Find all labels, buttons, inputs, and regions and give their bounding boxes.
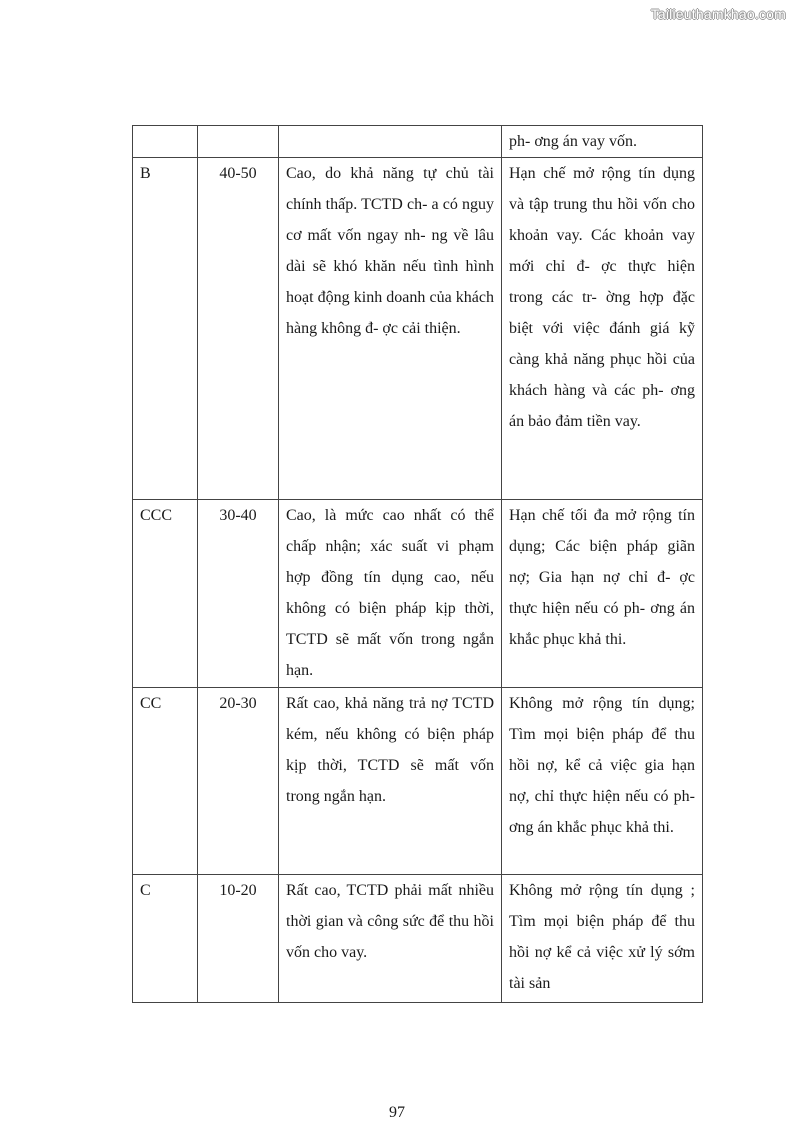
grade-cell	[133, 126, 198, 158]
policy-cell: Không mở rộng tín dụng; Tìm mọi biện pháp để thu hồi nợ, kể cả việc gia hạn nợ, chỉ thực hiện nếu có ph- ơng án khắc phục khả thi.	[502, 688, 703, 875]
risk-cell: Rất cao, TCTD phải mất nhiều thời gian và công sức để thu hồi vốn cho vay.	[279, 875, 502, 1003]
policy-cell: Hạn chế tối đa mở rộng tín dụng; Các biện pháp giãn nợ; Gia hạn nợ chỉ đ- ợc thực hiện nếu có ph- ơng án khắc phục khả thi.	[502, 500, 703, 688]
grade-cell: B	[133, 158, 198, 500]
table-row	[133, 688, 703, 875]
risk-cell: Rất cao, khả năng trả nợ TCTD kém, nếu không có biện pháp kịp thời, TCTD sẽ mất vốn trong ngắn hạn.	[279, 688, 502, 875]
table-row	[133, 875, 703, 1003]
policy-cell: ph- ơng án vay vốn.	[502, 126, 703, 158]
grade-cell: CCC	[133, 500, 198, 688]
credit-rating-table	[132, 125, 703, 1003]
grade-cell: CC	[133, 688, 198, 875]
risk-cell: Cao, do khả năng tự chủ tài chính thấp. TCTD ch- a có nguy cơ mất vốn ngay nh- ng về lâu dài sẽ khó khăn nếu tình hình hoạt động kinh doanh của khách hàng không đ- ợc cải thiện.	[279, 158, 502, 500]
policy-cell: Hạn chế mở rộng tín dụng và tập trung thu hồi vốn cho khoản vay. Các khoản vay mới chỉ đ- ợc thực hiện trong các tr- ờng hợp đặc biệt với việc đánh giá kỹ càng khả năng phục hồi của khách hàng và các ph- ơng án bảo đảm tiền vay.	[502, 158, 703, 500]
policy-cell: Không mở rộng tín dụng ; Tìm mọi biện pháp để thu hồi nợ kể cả việc xử lý sớm tài sản	[502, 875, 703, 1003]
risk-cell	[279, 126, 502, 158]
score-cell: 40-50	[198, 158, 279, 500]
risk-cell: Cao, là mức cao nhất có thể chấp nhận; xác suất vi phạm hợp đồng tín dụng cao, nếu không có biện pháp kịp thời, TCTD sẽ mất vốn trong ngắn hạn.	[279, 500, 502, 688]
score-cell: 10-20	[198, 875, 279, 1003]
table-row	[133, 158, 703, 500]
table-row	[133, 126, 703, 158]
page-number: 97	[389, 1104, 405, 1121]
watermark: Tailieuthamkhao.com	[650, 6, 786, 22]
grade-cell: C	[133, 875, 198, 1003]
score-cell	[198, 126, 279, 158]
score-cell: 20-30	[198, 688, 279, 875]
table-row	[133, 500, 703, 688]
score-cell: 30-40	[198, 500, 279, 688]
